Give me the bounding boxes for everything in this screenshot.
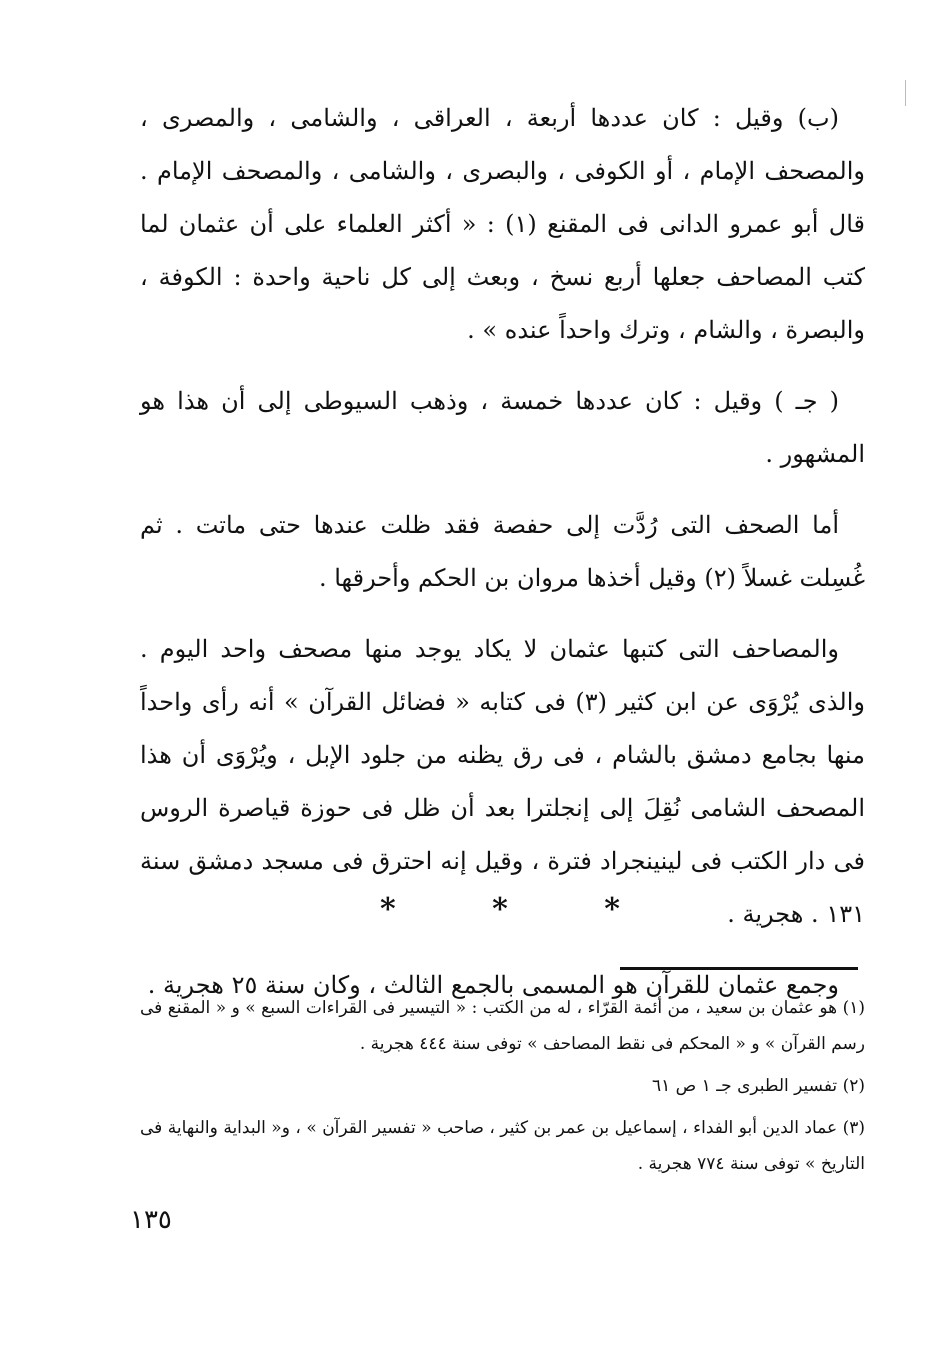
- footnotes: [140, 990, 865, 1188]
- paragraph-suhuf: أما الصحف التى رُدَّت إلى حفصة فقد ظلت عندها حتى ماتت . ثم غُسِلت غسلاً (٢) وقيل أخذها مروان بن الحكم وأحرقها .: [140, 511, 865, 592]
- footnote-2: (٢) تفسير الطبرى جـ ١ ص ٦١: [652, 1076, 865, 1096]
- section-separator: [380, 892, 620, 927]
- separator-star: *: [380, 892, 396, 927]
- separator-star: *: [604, 892, 620, 927]
- footnote-rule: [620, 967, 858, 970]
- separator-star: *: [492, 892, 508, 927]
- paragraph-c: ( جـ ) وقيل : كان عددها خمسة ، وذهب السيوطى إلى أن هذا هو المشهور .: [140, 387, 865, 468]
- paragraph-b: (ب) وقيل : كان عددها أربعة ، العراقى ، والشامى ، والمصرى ، والمصحف الإمام ، أو الكوفى ، والبصرى ، والشامى ، والمصحف الإمام . قال أبو عمرو الدانى فى المقنع (١) : « أكثر العلماء على أن عثمان لما كتب المصاحف جعلها أربع نسخ ، وبعث إلى كل ناحية واحدة : الكوفة ، والبصرة ، والشام ، وترك واحداً عنده » .: [140, 104, 865, 344]
- paragraph-masahif: والمصاحف التى كتبها عثمان لا يكاد يوجد منها مصحف واحد اليوم . والذى يُرْوَى عن ابن كثير (٣) فى كتابه « فضائل القرآن » أنه رأى واحداً منها بجامع دمشق بالشام ، فى رق يظنه من جلود الإبل ، ويُرْوَى أن هذا المصحف الشامى نُقِلَ إلى إنجلترا بعد أن ظل فى حوزة قياصرة الروس فى دار الكتب فى لينينجراد فترة ، وقيل إنه احترق فى مسجد دمشق سنة ١٣١ . هجرية .: [140, 635, 865, 928]
- page-number: ١٣٥: [130, 1205, 172, 1235]
- scan-edge-mark: [905, 80, 906, 106]
- paragraph-third-collection: وجمع عثمان للقرآن هو المسمى بالجمع الثالث ، وكان سنة ٢٥ هجرية .: [147, 971, 839, 999]
- footnote-1: (١) هو عثمان بن سعيد ، من أئمة القرّاء ، له من الكتب : « التيسير فى القراءات السبع » و « المقنع فى رسم القرآن » و « المحكم فى نقط المصاحف » توفى سنة ٤٤٤ هجرية .: [140, 998, 865, 1054]
- footnote-3: (٣) عماد الدين أبو الفداء ، إسماعيل بن عمر بن كثير ، صاحب « تفسير القرآن » ، و« البداية والنهاية فى التاريخ » توفى سنة ٧٧٤ هجرية .: [140, 1118, 865, 1174]
- main-text: [140, 92, 865, 1030]
